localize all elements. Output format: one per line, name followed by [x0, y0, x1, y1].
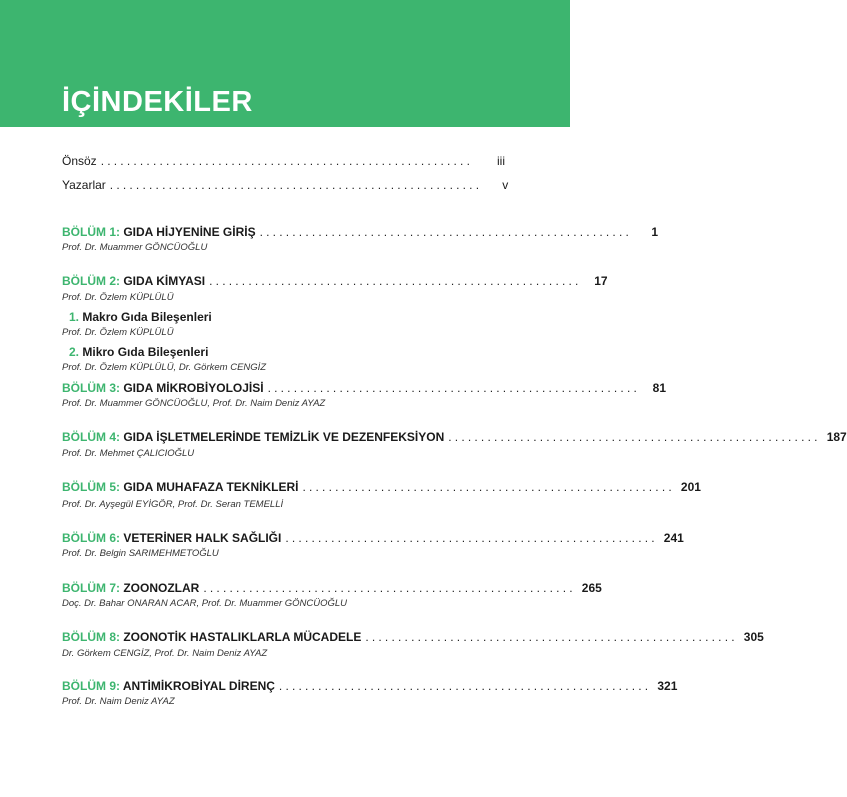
- toc-chapter-1[interactable]: [62, 225, 659, 241]
- chapter-label: BÖLÜM 4:: [62, 430, 120, 444]
- subsection-author: Prof. Dr. Özlem KÜPLÜLÜ, Dr. Görkem CENGİZ: [62, 362, 267, 373]
- toc-chapter-4[interactable]: [62, 430, 847, 446]
- dot-leader: .........................................................: [100, 154, 474, 168]
- dot-leader: .........................................................: [259, 225, 633, 239]
- header-banner: [0, 0, 570, 127]
- subsection-title: Makro Gıda Bileşenleri: [82, 310, 212, 324]
- subsection-title: Mikro Gıda Bileşenleri: [82, 345, 209, 359]
- chapter-author: Prof. Dr. Ayşegül EYİGÖR, Prof. Dr. Seran TEMELLİ: [62, 499, 284, 510]
- dot-leader: .........................................................: [278, 679, 652, 693]
- chapter-label: BÖLÜM 8:: [62, 630, 120, 644]
- toc-chapter-7[interactable]: [62, 581, 602, 597]
- toc-entry-page: iii: [497, 154, 505, 168]
- chapter-title: GIDA MİKROBİYOLOJİSİ: [123, 381, 264, 395]
- chapter-author: Doç. Dr. Bahar ONARAN ACAR, Prof. Dr. Muammer GÖNCÜOĞLU: [62, 598, 348, 609]
- chapter-label: BÖLÜM 7:: [62, 581, 120, 595]
- chapter-title: GIDA MUHAFAZA TEKNİKLERİ: [123, 480, 299, 494]
- dot-leader: .........................................................: [285, 531, 658, 545]
- toc-entry-title: Yazarlar: [62, 178, 106, 192]
- chapter-label: BÖLÜM 6:: [62, 531, 120, 545]
- chapter-title: GIDA HİJYENİNE GİRİŞ: [123, 225, 256, 239]
- chapter-page: 265: [581, 581, 602, 595]
- chapter-label: BÖLÜM 9:: [62, 679, 120, 693]
- dot-leader: .........................................................: [365, 630, 738, 644]
- toc-subsection-2[interactable]: [69, 345, 208, 359]
- chapter-author: Prof. Dr. Muammer GÖNCÜOĞLU: [62, 242, 208, 253]
- chapter-label: BÖLÜM 3:: [62, 381, 120, 395]
- toc-chapter-3[interactable]: [62, 381, 667, 397]
- toc-entry-title: Önsöz: [62, 154, 97, 168]
- subsection-author: Prof. Dr. Özlem KÜPLÜLÜ: [62, 327, 174, 338]
- chapter-label: BÖLÜM 2:: [62, 274, 120, 288]
- subsection-number: 1.: [69, 310, 80, 324]
- chapter-page: 1: [651, 225, 659, 239]
- chapter-page: 81: [652, 381, 667, 395]
- toc-entry-onsoz[interactable]: [62, 154, 505, 170]
- dot-leader: .........................................................: [267, 381, 641, 395]
- toc-chapter-2[interactable]: [62, 274, 608, 290]
- chapter-author: Prof. Dr. Belgin SARIMEHMETOĞLU: [62, 548, 219, 559]
- toc-chapter-5[interactable]: [62, 480, 701, 496]
- toc-entry-page: v: [502, 178, 509, 192]
- toc-chapter-6[interactable]: [62, 531, 684, 547]
- chapter-author: Prof. Dr. Muammer GÖNCÜOĞLU, Prof. Dr. Naim Deniz AYAZ: [62, 398, 326, 409]
- page-title: İÇİNDEKİLER: [62, 86, 253, 118]
- dot-leader: .........................................................: [109, 178, 483, 192]
- toc-subsection-1[interactable]: [69, 310, 212, 324]
- chapter-author: Prof. Dr. Naim Deniz AYAZ: [62, 696, 175, 707]
- dot-leader: .........................................................: [302, 480, 675, 494]
- chapter-title: ANTİMİKROBİYAL DİRENÇ: [122, 679, 275, 693]
- chapter-title: ZOONOZLAR: [123, 581, 200, 595]
- chapter-page: 321: [657, 679, 678, 693]
- chapter-author: Prof. Dr. Mehmet ÇALICIOĞLU: [62, 448, 195, 459]
- chapter-page: 187: [826, 430, 847, 444]
- chapter-label: BÖLÜM 5:: [62, 480, 120, 494]
- chapter-author: Dr. Görkem CENGİZ, Prof. Dr. Naim Deniz AYAZ: [62, 648, 268, 659]
- dot-leader: .........................................................: [448, 430, 821, 444]
- toc-chapter-8[interactable]: [62, 630, 764, 646]
- dot-leader: .........................................................: [209, 274, 582, 288]
- dot-leader: .........................................................: [203, 581, 576, 595]
- chapter-title: ZOONOTİK HASTALIKLARLA MÜCADELE: [123, 630, 362, 644]
- chapter-title: GIDA KİMYASI: [123, 274, 206, 288]
- chapter-author: Prof. Dr. Özlem KÜPLÜLÜ: [62, 292, 174, 303]
- chapter-title: VETERİNER HALK SAĞLIĞI: [123, 531, 282, 545]
- chapter-title: GIDA İŞLETMELERİNDE TEMİZLİK VE DEZENFEKSİYON: [123, 430, 445, 444]
- chapter-page: 201: [680, 480, 701, 494]
- subsection-number: 2.: [69, 345, 80, 359]
- toc-entry-yazarlar[interactable]: [62, 178, 509, 194]
- chapter-page: 17: [594, 274, 608, 288]
- chapter-page: 305: [743, 630, 764, 644]
- toc-chapter-9[interactable]: [62, 679, 678, 695]
- chapter-page: 241: [663, 531, 684, 545]
- chapter-label: BÖLÜM 1:: [62, 225, 120, 239]
